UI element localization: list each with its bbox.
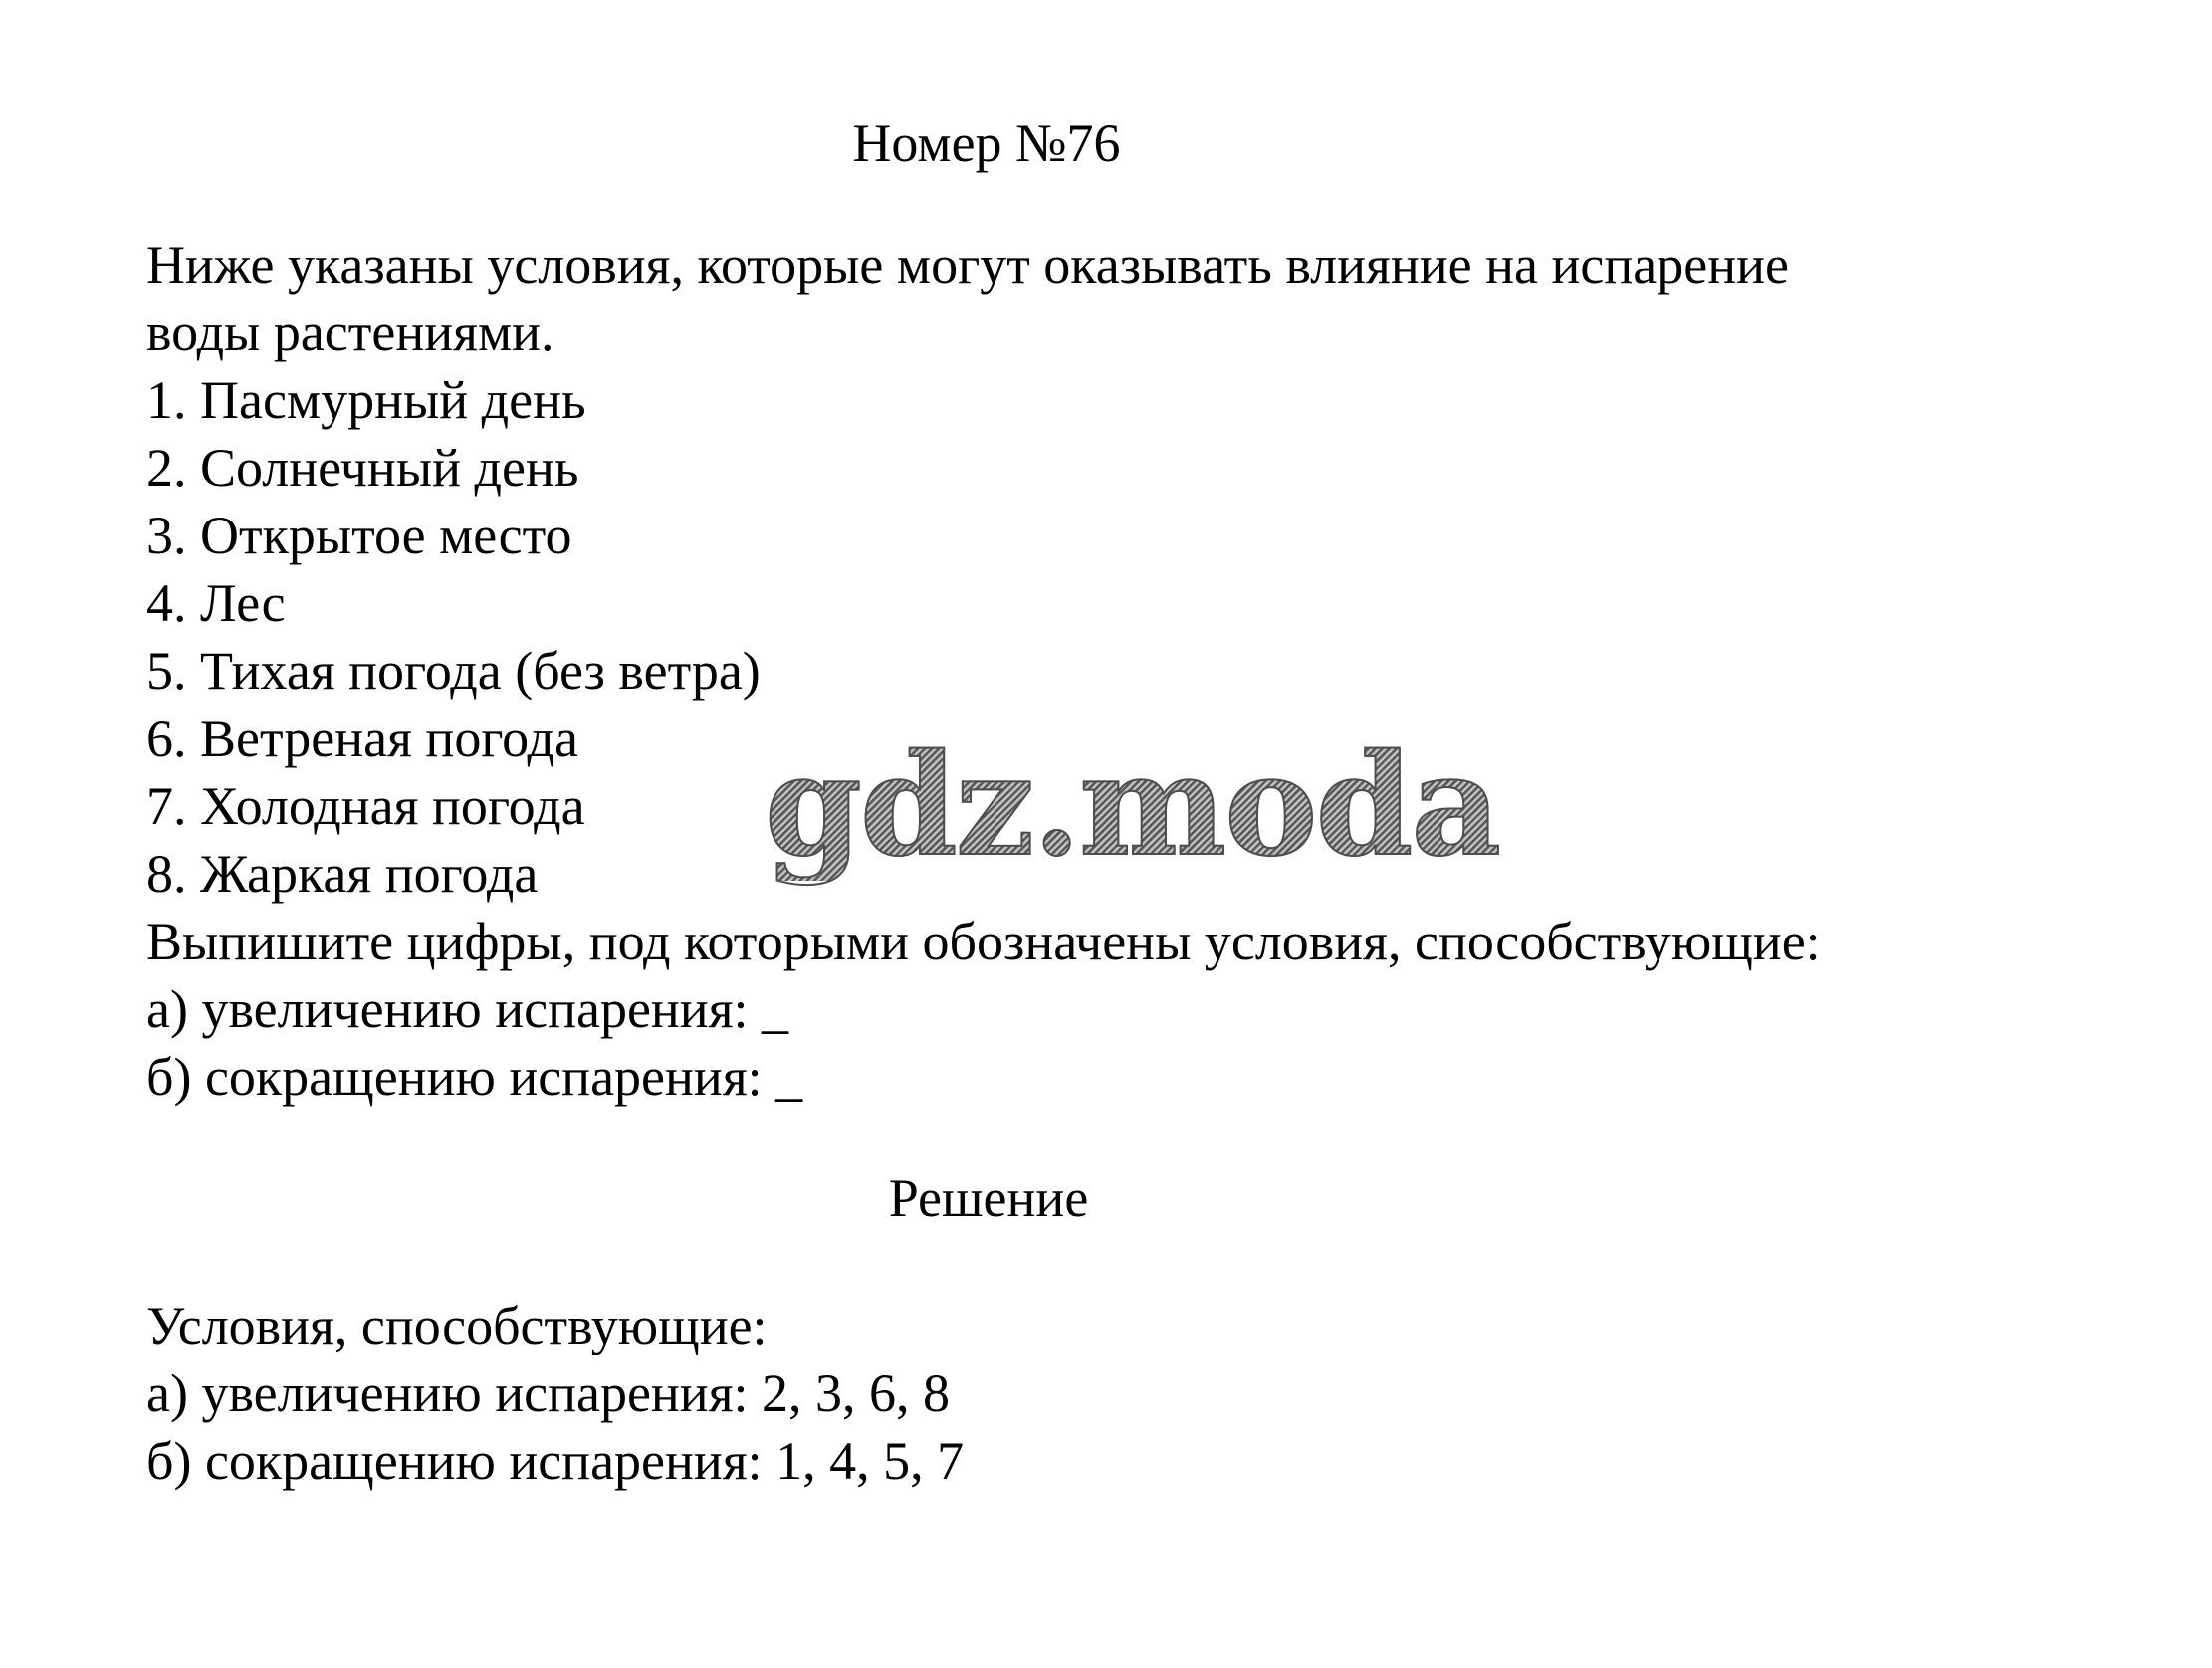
task-body — [146, 231, 1821, 1111]
solution-intro: Условия, способствующие: — [146, 1296, 768, 1355]
task-option-a: а) увеличению испарения: _ — [146, 979, 789, 1039]
task-intro-line-1: Ниже указаны условия, которые могут оказывать влияние на испарение — [146, 235, 1789, 295]
task-intro-line-2: воды растениями. — [146, 303, 554, 362]
task-title: Номер №76 — [852, 113, 1121, 173]
list-item: 7. Холодная погода — [146, 776, 585, 836]
list-item: 1. Пасмурный день — [146, 370, 586, 430]
list-item: 2. Солнечный день — [146, 438, 579, 498]
solution-title: Решение — [888, 1168, 1089, 1228]
list-item: 4. Лес — [146, 573, 286, 633]
list-item: 8. Жаркая погода — [146, 844, 539, 904]
solution-answer-b: б) сокращению испарения: 1, 4, 5, 7 — [146, 1431, 965, 1491]
task-prompt: Выпишите цифры, под которыми обозначены условия, способствующие: — [146, 912, 1821, 971]
list-item: 6. Ветреная погода — [146, 709, 579, 768]
solution-answer-a: а) увеличению испарения: 2, 3, 6, 8 — [146, 1363, 951, 1423]
list-item: 3. Открытое место — [146, 506, 572, 565]
solution-body — [146, 1292, 964, 1495]
list-item: 5. Тихая погода (без ветра) — [146, 641, 761, 701]
watermark-logo: gdz.moda — [765, 725, 1500, 888]
task-option-b: б) сокращению испарения: _ — [146, 1047, 803, 1107]
